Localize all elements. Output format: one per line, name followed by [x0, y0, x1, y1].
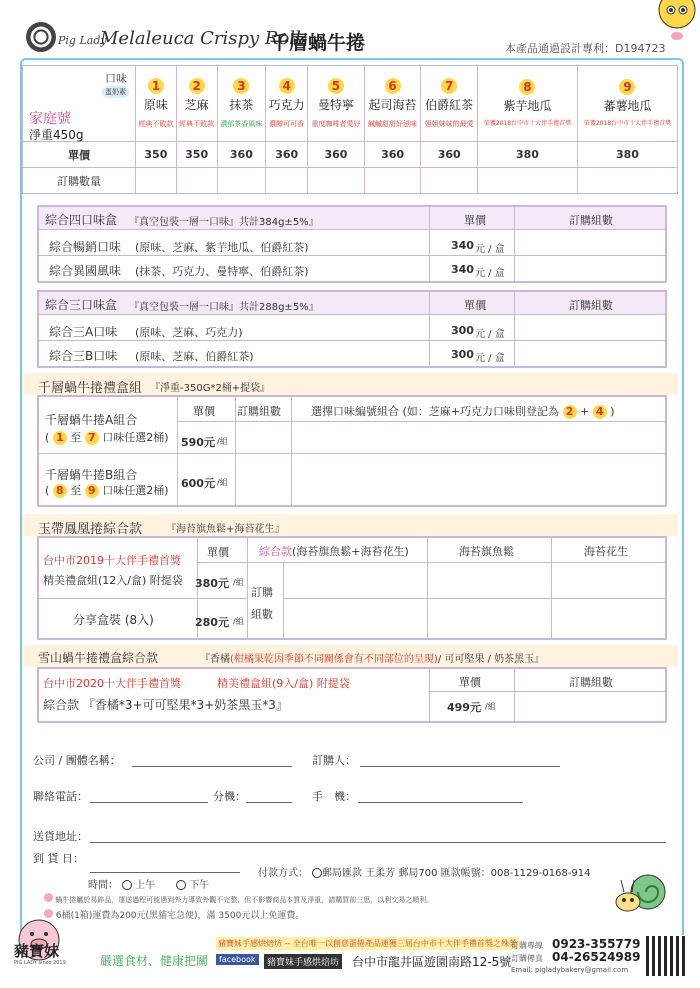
brand-script: Pig Lady	[58, 34, 107, 47]
row-price: 300	[451, 324, 474, 337]
box-title: 綜合三口味盒	[45, 298, 118, 312]
flavor-cell	[217, 66, 266, 142]
payment-detail: 郵局匯款 王柔芳 郵局700 匯款帳號：008-1129-0168-914	[312, 864, 591, 879]
flavor-desc: 榮獲2018台中市十大伴手禮首獎	[583, 120, 672, 127]
price-row-label: 單價	[23, 142, 136, 168]
company-label: 公司 / 團體名稱：	[33, 754, 121, 767]
phoenix-subtitle: 『海苔旗魚鬆+海苔花生』	[166, 524, 285, 535]
gift-pack-label: 精美禮盒組(12入/盒) 附提袋	[43, 574, 183, 587]
flavor-number: 9	[619, 79, 635, 95]
flavor-number: 6	[385, 78, 401, 94]
row-detail: (抹茶、巧克力、曼特寧、伯爵紅茶)	[135, 265, 309, 278]
date-label: 到 貨 日：	[33, 852, 84, 865]
date-field[interactable]	[90, 872, 240, 873]
flavor-cell	[176, 66, 217, 142]
flavor-name: 蕃薯地瓜	[603, 99, 652, 113]
qty-row-label: 訂購數量	[23, 168, 136, 194]
row-unit: 元 / 盒	[475, 353, 505, 364]
order-header: 訂購組數	[237, 405, 281, 418]
family-size-cell	[23, 66, 136, 142]
select-header	[311, 403, 615, 419]
price-header: 單價	[464, 214, 486, 227]
range-end: 7	[85, 431, 99, 445]
ext-field[interactable]	[246, 802, 292, 803]
pm-radio-icon[interactable]	[176, 880, 186, 890]
footer-address: 台中市龍井區遊園南路12-5號	[352, 955, 512, 969]
flavor-price: 360	[364, 142, 421, 168]
gift-title: 千層蝸牛捲禮盒組	[38, 381, 143, 396]
flavor-name: 紫芋地瓜	[503, 99, 552, 113]
peanut-header: 海苔花生	[584, 545, 628, 558]
product-name-en: Melaleuca Crispy Roll	[100, 28, 301, 49]
price-header: 單價	[207, 546, 229, 559]
combo-label: 綜合款 『香橘*3+可可堅果*3+奶茶黑玉*3』	[43, 698, 288, 712]
snow-price: 499元	[447, 701, 481, 714]
row-label: 綜合異國風味	[49, 264, 122, 278]
flavor-number: 5	[328, 78, 344, 94]
payment-label: 付款方式：	[258, 868, 308, 879]
row-detail: (原味、芝麻、紫芋地瓜、伯爵紅茶)	[135, 241, 309, 254]
product-name-zh: 千層蝸牛捲	[270, 32, 366, 54]
patent-number: 本產品通過設計專利：D194723	[505, 42, 666, 55]
flavor-price: 360	[308, 142, 365, 168]
qty-input[interactable]	[308, 168, 365, 194]
order-header: 訂購組數	[569, 676, 613, 689]
order-header: 訂購組數	[569, 299, 613, 312]
award-label: 台中市2020十大伴手禮首獎	[43, 677, 181, 690]
flavor-cell	[577, 66, 677, 142]
gift-box-table	[37, 395, 667, 507]
facebook-page-name[interactable]: 豬寶妹手感烘焙坊	[264, 954, 342, 969]
phoenix-title: 玉帶鳳凰捲綜合款	[38, 522, 143, 537]
phone-label: 聯絡電話：	[33, 790, 88, 803]
shipping-note: 6桶(1箱)運費為200元(黑貓宅急便)，滿 3500元以上免運費。	[44, 908, 304, 921]
gift-pack-price: 380元	[195, 577, 229, 590]
flavor-price: 380	[478, 142, 578, 168]
fax-label: 訂購傳真	[511, 954, 543, 963]
footer-brand-en: PIG LADY since 2019	[14, 960, 66, 966]
gift-pack-unit: /組	[233, 578, 244, 587]
flavor-desc: 經典不敗款	[138, 120, 174, 128]
hotline-number[interactable]: 0923-355779	[552, 937, 641, 951]
flavor-price: 360	[421, 142, 478, 168]
box-subtitle: 『真空包裝一層一口味』共計384g±5%』	[129, 217, 319, 228]
row-price: 340	[451, 239, 474, 252]
mobile-field[interactable]	[358, 802, 523, 803]
qty-input[interactable]	[577, 168, 677, 194]
row-label: 綜合暢銷口味	[49, 240, 122, 254]
combo-b-range: ( 8 至 9 口味任選2桶)	[45, 484, 169, 497]
box-subtitle: 『真空包裝一層一口味』共計288g±5%』	[129, 302, 319, 313]
snail-mascot-icon	[612, 862, 668, 918]
award-line: 豬寶妹手感烘焙坊 -- 全台唯一以創意蛋捲產品連獲三屆台中市十大伴手禮首獎之殊榮	[218, 939, 517, 948]
combo-a-price: 590元	[181, 436, 215, 449]
flavor-name: 曼特寧	[317, 98, 354, 112]
share-pack-unit: /組	[233, 617, 244, 626]
snow-table	[37, 667, 667, 723]
flavor-name: 芝麻	[184, 98, 209, 112]
select-header-text: 選擇口味編號組合 (如：芝麻+巧克力口味則登記為	[311, 405, 560, 418]
combo-a-title: 千層蝸牛捲A組合	[45, 413, 138, 427]
flavor-name: 原味	[143, 98, 168, 112]
price-header: 單價	[459, 676, 481, 689]
am-option[interactable]: 上午	[122, 876, 155, 891]
range-end: 9	[85, 484, 99, 498]
flavor-desc: 鹹鹹甜甜好滋味	[368, 120, 418, 128]
range-start: 1	[53, 431, 67, 445]
plus-sign: +	[580, 405, 590, 418]
flavor-number: 2	[189, 78, 205, 94]
orderer-label: 訂購人：	[312, 754, 356, 767]
price-header: 單價	[464, 299, 486, 312]
company-field[interactable]	[132, 766, 292, 767]
combo-b-price: 600元	[181, 477, 215, 490]
share-pack-label: 分享盒裝 (8入)	[73, 613, 154, 627]
snow-title: 雪山蝸牛捲禮盒綜合款	[38, 651, 159, 665]
combo-a-range: ( 1 至 7 口味任選2桶)	[45, 431, 169, 444]
flavor-cell	[136, 66, 177, 142]
snail-logo-icon	[26, 22, 56, 52]
facebook-badge: facebook	[216, 954, 259, 965]
flavor-cell	[364, 66, 421, 142]
flavor-number: 4	[279, 78, 295, 94]
flavor-number: 3	[233, 78, 249, 94]
example-number: 4	[593, 405, 607, 419]
flavor-number: 7	[441, 78, 457, 94]
flavor-price: 350	[136, 142, 177, 168]
combo-header: 綜合款(海苔旗魚鬆+海苔花生)	[259, 545, 409, 558]
qr-code-icon	[646, 936, 686, 976]
fish-header: 海苔旗魚鬆	[459, 545, 514, 558]
qty-input[interactable]	[421, 168, 478, 194]
phoenix-table	[37, 536, 667, 640]
qty-input[interactable]	[136, 168, 177, 194]
row-unit: 元 / 盒	[475, 268, 505, 279]
flavor-number: 1	[148, 78, 164, 94]
flavor-desc: 濃郁茶香風味	[220, 120, 263, 128]
flavor-price: 380	[577, 142, 677, 168]
range-start: 8	[53, 484, 67, 498]
payment-radio-icon[interactable]	[312, 868, 322, 878]
flavor-table	[22, 65, 678, 194]
net-weight-label: 淨重450g	[29, 128, 84, 142]
qty-input[interactable]	[176, 168, 217, 194]
box-title: 綜合四口味盒	[45, 213, 118, 227]
combo-b-unit: /組	[217, 478, 228, 487]
flavor-cell	[421, 66, 478, 142]
flavor-price: 360	[266, 142, 308, 168]
vegetarian-badge: 蛋奶素	[102, 86, 129, 98]
row-detail: (原味、芝麻、伯爵紅茶)	[135, 350, 254, 363]
flavor-price: 360	[217, 142, 266, 168]
fragile-note: 蝸牛捲屬於易碎品，運送過程可能遇到外力導致外觀不完整，但不影響商品本質及淨重，請購買前三思，以利交易之順利。	[44, 893, 433, 905]
order-label: 訂購組數	[251, 586, 273, 621]
close-paren: )	[610, 405, 615, 418]
hotline-label: 訂購專線	[511, 941, 543, 950]
four-flavor-box	[37, 205, 667, 283]
flavor-desc: 經典不敗款	[179, 120, 215, 128]
flavor-cell	[478, 66, 578, 142]
snow-subtitle: 『香橘(柑橘果乾因季節不同關係會有不同部位的呈現)/ 可可堅果 / 奶茶黑玉』	[200, 654, 545, 665]
footer-brand-zh: 豬寶妹	[14, 942, 60, 960]
qty-input[interactable]	[217, 168, 266, 194]
address-field[interactable]	[90, 842, 666, 843]
price-header: 單價	[193, 405, 215, 418]
orderer-field[interactable]	[360, 766, 560, 767]
qty-input[interactable]	[478, 168, 578, 194]
award-label: 台中市2019十大伴手禮首獎	[43, 554, 181, 567]
header	[0, 0, 700, 62]
gift-subtitle: 『淨重-350G*2桶+提袋』	[150, 383, 271, 394]
flavor-name: 伯爵紅茶	[425, 98, 474, 112]
email[interactable]: Email: pigladybakery@gmail.com	[511, 966, 629, 974]
address-label: 送貨地址：	[33, 830, 88, 843]
flavor-cell	[266, 66, 308, 142]
phone-field[interactable]	[90, 802, 208, 803]
flavor-desc: 姐姐妹妹的最愛	[424, 120, 474, 128]
flavor-cell	[308, 66, 365, 142]
flavor-desc: 濃醇可可香	[269, 120, 305, 128]
ext-label: 分機：	[213, 790, 246, 803]
qty-input[interactable]	[266, 168, 308, 194]
row-label: 綜合三A口味	[49, 325, 118, 339]
share-pack-price: 280元	[195, 616, 229, 629]
note-bullet-icon	[44, 893, 53, 902]
flavor-desc: 重度咖啡者愛好	[311, 120, 361, 128]
row-price: 300	[451, 348, 474, 361]
order-header: 訂購組數	[569, 214, 613, 227]
three-flavor-box	[37, 290, 667, 368]
combo-a-unit: /組	[217, 437, 228, 446]
mobile-label: 手 機：	[312, 790, 356, 803]
slogan: 嚴選食材、健康把關	[100, 954, 209, 968]
flavor-price: 350	[176, 142, 217, 168]
flavor-number: 8	[519, 79, 535, 95]
pm-option[interactable]: 下午	[176, 876, 209, 891]
flavor-corner-label: 口味	[105, 72, 127, 85]
row-price: 340	[451, 263, 474, 276]
flavor-desc: 榮獲2018台中市十大伴手禮首獎	[483, 120, 572, 127]
fax-number: 04-26524989	[552, 950, 641, 964]
row-label: 綜合三B口味	[49, 349, 118, 363]
flavor-name: 抹茶	[229, 98, 254, 112]
snow-unit: /組	[485, 702, 496, 711]
row-unit: 元 / 盒	[475, 244, 505, 255]
combo-b-title: 千層蝸牛捲B組合	[45, 468, 138, 482]
time-label: 時間：	[88, 880, 118, 891]
qty-input[interactable]	[364, 168, 421, 194]
gift-pack-label: 精美禮盒組(9入/盒) 附提袋	[217, 677, 350, 690]
row-unit: 元 / 盒	[475, 329, 505, 340]
family-size-label: 家庭號	[29, 111, 71, 127]
flavor-name: 起司海苔	[368, 98, 417, 112]
example-number: 2	[563, 405, 577, 419]
flavor-name: 巧克力	[268, 98, 305, 112]
mascot-icon	[645, 0, 700, 44]
row-detail: (原味、芝麻、巧克力)	[135, 326, 243, 339]
am-radio-icon[interactable]	[122, 880, 132, 890]
